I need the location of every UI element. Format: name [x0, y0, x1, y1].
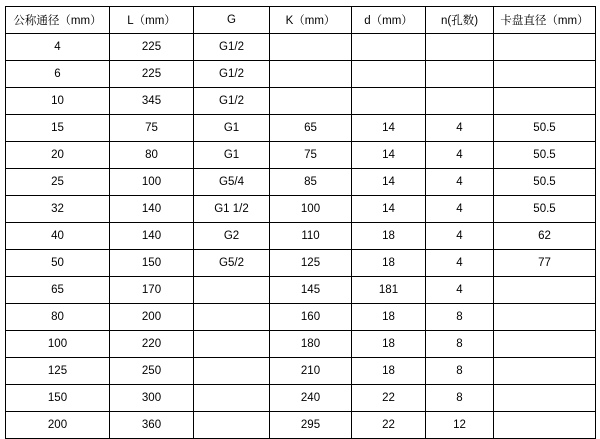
column-header-hole-count: n(孔数) [426, 7, 494, 34]
table-cell: 4 [426, 277, 494, 304]
table-cell: 80 [6, 304, 110, 331]
table-cell [494, 331, 596, 358]
table-cell: 360 [110, 412, 194, 439]
table-cell: 65 [6, 277, 110, 304]
table-cell: G5/4 [194, 169, 270, 196]
table-cell: 75 [270, 142, 352, 169]
table-header-row [6, 7, 596, 34]
table-cell: 50 [6, 250, 110, 277]
table-cell [426, 88, 494, 115]
table-cell: 160 [270, 304, 352, 331]
table-cell: 50.5 [494, 115, 596, 142]
table-header [6, 7, 596, 34]
table-cell: 4 [6, 34, 110, 61]
table-cell: G1/2 [194, 88, 270, 115]
table-cell [270, 34, 352, 61]
table-cell: 14 [352, 169, 426, 196]
table-cell [352, 88, 426, 115]
table-cell: 40 [6, 223, 110, 250]
table-cell: 18 [352, 304, 426, 331]
table-cell [494, 34, 596, 61]
table-cell: 100 [110, 169, 194, 196]
table-cell: 14 [352, 196, 426, 223]
table-cell: 140 [110, 196, 194, 223]
table-cell [194, 412, 270, 439]
table-row [6, 169, 596, 196]
table-cell: 110 [270, 223, 352, 250]
table-cell: 18 [352, 358, 426, 385]
table-cell: 14 [352, 115, 426, 142]
table-row [6, 115, 596, 142]
table-cell: G1 [194, 142, 270, 169]
table-cell: 140 [110, 223, 194, 250]
table-cell [352, 34, 426, 61]
table-cell: 300 [110, 385, 194, 412]
table-cell: 80 [110, 142, 194, 169]
table-row [6, 412, 596, 439]
table-row [6, 304, 596, 331]
table-cell [194, 277, 270, 304]
table-cell [426, 34, 494, 61]
table-cell: 4 [426, 196, 494, 223]
table-cell: G1/2 [194, 34, 270, 61]
table-row [6, 385, 596, 412]
table-cell: G1 1/2 [194, 196, 270, 223]
table-cell: 22 [352, 412, 426, 439]
table-cell: 100 [6, 331, 110, 358]
table-cell: 75 [110, 115, 194, 142]
table-cell: 32 [6, 196, 110, 223]
table-cell: 240 [270, 385, 352, 412]
table-cell: 8 [426, 331, 494, 358]
table-cell: 4 [426, 142, 494, 169]
table-cell: 14 [352, 142, 426, 169]
table-cell: 15 [6, 115, 110, 142]
table-cell: 10 [6, 88, 110, 115]
table-cell: 210 [270, 358, 352, 385]
table-cell: 85 [270, 169, 352, 196]
table-cell: 4 [426, 250, 494, 277]
column-header-nominal-diameter: 公称通径（mm） [6, 7, 110, 34]
table-cell [494, 277, 596, 304]
table-cell: 50.5 [494, 196, 596, 223]
specification-table [5, 6, 596, 439]
column-header-flange-diameter: 卡盘直径（mm） [494, 7, 596, 34]
table-cell: 150 [110, 250, 194, 277]
table-cell [494, 61, 596, 88]
table-cell: 25 [6, 169, 110, 196]
table-cell: 220 [110, 331, 194, 358]
table-cell [494, 304, 596, 331]
column-header-length: L（mm） [110, 7, 194, 34]
table-cell [494, 358, 596, 385]
table-cell: G1 [194, 115, 270, 142]
table-row [6, 61, 596, 88]
table-cell: 8 [426, 304, 494, 331]
table-row [6, 34, 596, 61]
table-cell [426, 61, 494, 88]
table-cell: 125 [6, 358, 110, 385]
table-row [6, 250, 596, 277]
table-cell: 225 [110, 61, 194, 88]
table-cell: 62 [494, 223, 596, 250]
table-cell [194, 331, 270, 358]
table-cell [194, 358, 270, 385]
table-cell: 4 [426, 223, 494, 250]
table-cell: 18 [352, 331, 426, 358]
column-header-k: K（mm） [270, 7, 352, 34]
column-header-thread: G [194, 7, 270, 34]
table-cell: 225 [110, 34, 194, 61]
table-cell: 22 [352, 385, 426, 412]
table-row [6, 223, 596, 250]
table-cell: 181 [352, 277, 426, 304]
table-cell [494, 412, 596, 439]
table-cell: G5/2 [194, 250, 270, 277]
table-cell: 8 [426, 358, 494, 385]
table-row [6, 331, 596, 358]
table-cell: 4 [426, 169, 494, 196]
table-cell: 170 [110, 277, 194, 304]
table-body [6, 34, 596, 439]
table-cell: 200 [6, 412, 110, 439]
table-cell: 20 [6, 142, 110, 169]
table-row [6, 88, 596, 115]
table-row [6, 142, 596, 169]
table-cell [270, 61, 352, 88]
table-cell: 50.5 [494, 169, 596, 196]
table-cell: 77 [494, 250, 596, 277]
table-cell: 200 [110, 304, 194, 331]
table-row [6, 277, 596, 304]
table-cell: 100 [270, 196, 352, 223]
table-row [6, 196, 596, 223]
table-cell: 295 [270, 412, 352, 439]
table-cell: G1/2 [194, 61, 270, 88]
table-cell: G2 [194, 223, 270, 250]
table-cell [352, 61, 426, 88]
table-row [6, 358, 596, 385]
table-cell: 65 [270, 115, 352, 142]
table-cell: 8 [426, 385, 494, 412]
table-cell: 18 [352, 223, 426, 250]
column-header-d: d（mm） [352, 7, 426, 34]
table-cell: 6 [6, 61, 110, 88]
table-cell: 180 [270, 331, 352, 358]
table-cell [494, 385, 596, 412]
table-cell: 4 [426, 115, 494, 142]
table-cell: 145 [270, 277, 352, 304]
table-cell: 345 [110, 88, 194, 115]
table-cell: 150 [6, 385, 110, 412]
table-cell [194, 304, 270, 331]
table-cell: 50.5 [494, 142, 596, 169]
table-cell: 250 [110, 358, 194, 385]
table-cell [494, 88, 596, 115]
table-cell: 125 [270, 250, 352, 277]
table-cell: 18 [352, 250, 426, 277]
table-cell [270, 88, 352, 115]
table-cell: 12 [426, 412, 494, 439]
table-cell [194, 385, 270, 412]
